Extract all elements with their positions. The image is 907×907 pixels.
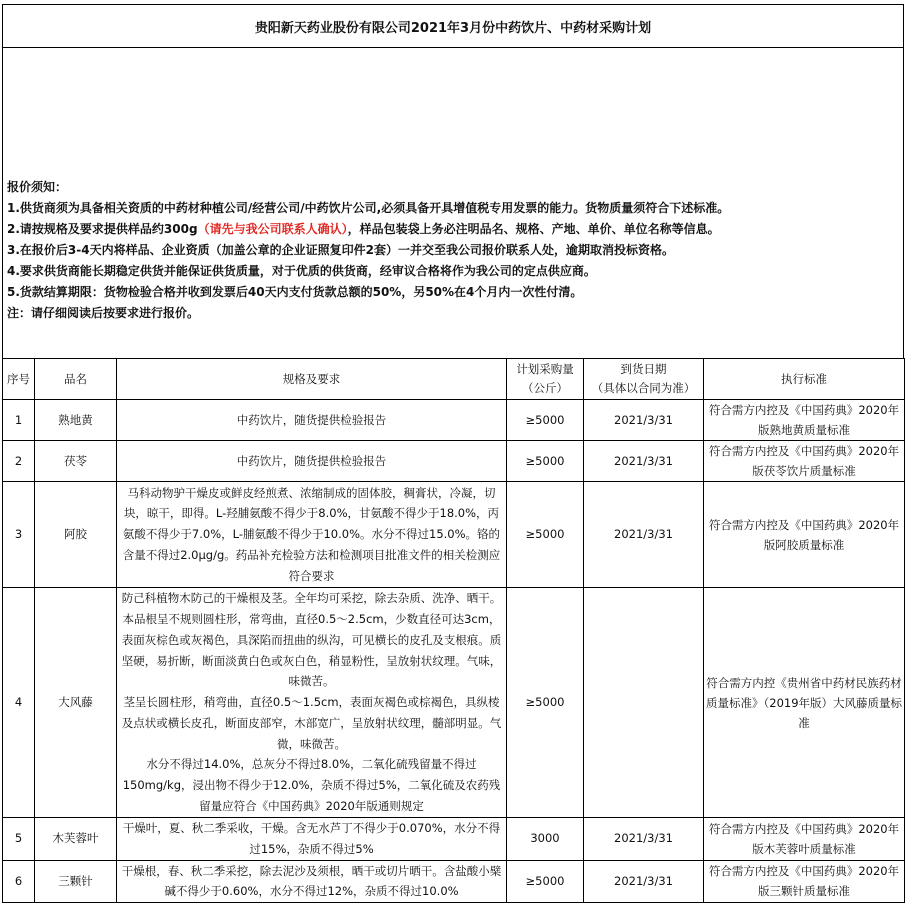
cell-name[interactable]: 大风藤	[35, 588, 117, 818]
header-no[interactable]: 序号	[3, 359, 35, 400]
notice-item-1: 1.供货商须为具备相关资质的中药材种植公司/经营公司/中药饮片公司,必须具备开具增值税专用发票的能力。货物质量须符合下述标准。	[7, 201, 730, 215]
header-quantity[interactable]: 计划采购量 （公斤）	[507, 359, 584, 400]
cell-no[interactable]: 1	[3, 400, 35, 441]
notice-heading: 报价须知：	[7, 180, 68, 194]
table-row	[3, 818, 905, 861]
cell-quantity[interactable]: ≥5000	[507, 400, 584, 441]
notice-item-2	[7, 219, 902, 240]
notice-item-2-suffix: ，样品包装袋上务必注明品名、规格、产地、单价、单位名称等信息。	[347, 222, 720, 236]
cell-spec[interactable]	[117, 588, 507, 818]
notice-cell[interactable]	[2, 47, 904, 359]
table-row	[3, 482, 905, 588]
cell-no[interactable]: 6	[3, 860, 35, 903]
cell-name[interactable]: 阿胶	[35, 482, 117, 588]
cell-quantity[interactable]: ≥5000	[507, 441, 584, 482]
table-row	[3, 441, 905, 482]
cell-name[interactable]: 熟地黄	[35, 400, 117, 441]
table-row	[3, 860, 905, 903]
cell-date[interactable]: 2021/3/31	[584, 818, 704, 861]
cell-quantity[interactable]: ≥5000	[507, 588, 584, 818]
cell-name[interactable]: 三颗针	[35, 860, 117, 903]
spec-paragraph: 茎呈长圆柱形，稍弯曲，直径0.5～1.5cm，表面灰褐色或棕褐色，具纵棱及点状或横长皮孔，断面皮部窄，木部宽广，呈放射状纹理，髓部明显。气微，味微苦。	[121, 695, 502, 751]
cell-no[interactable]: 3	[3, 482, 35, 588]
spec-paragraph: 水分不得过14.0%，总灰分不得过8.0%，二氧化硫残留量不得过150mg/kg，浸出物不得少于12.0%，杂质不得过5%，二氧化硫及农药残留量应符合《中国药典》2020年版通则规定	[122, 757, 501, 814]
cell-spec[interactable]: 马科动物驴干燥皮或鲜皮经煎煮、浓缩制成的固体胶，稠膏状，冷凝，切块，晾干，即得。L-羟脯氨酸不得少于8.0%，甘氨酸不得少于18.0%，丙氨酸不得少于7.0%，L-脯氨酸不得少于10.0%。水分不得过15.0%。铬的含量不得过2.0μg/g。药品补充检验方法和检测项目批准文件的相关检测应符合要求	[117, 482, 507, 588]
header-delivery-date[interactable]: 到货日期 （具体以合同为准）	[584, 359, 704, 400]
document-title: 贵阳新天药业股份有限公司2021年3月份中药饮片、中药材采购计划	[254, 20, 652, 36]
cell-spec[interactable]: 中药饮片，随货提供检验报告	[117, 400, 507, 441]
cell-name[interactable]: 木芙蓉叶	[35, 818, 117, 861]
cell-standard[interactable]: 符合需方内控及《中国药典》2020年版茯苓饮片质量标准	[704, 441, 905, 482]
quotation-notice	[7, 177, 902, 324]
table-row	[3, 588, 905, 818]
cell-no[interactable]: 4	[3, 588, 35, 818]
notice-item-4: 4.要求供货商能长期稳定供货并能保证供货质量，对于优质的供货商，经审议合格将作为我公司的定点供应商。	[7, 264, 596, 278]
header-name[interactable]: 品名	[35, 359, 117, 400]
notice-note: 注：请仔细阅读后按要求进行报价。	[7, 306, 200, 320]
cell-spec[interactable]: 中药饮片，随货提供检验报告	[117, 441, 507, 482]
header-spec[interactable]: 规格及要求	[117, 359, 507, 400]
header-standard[interactable]: 执行标准	[704, 359, 905, 400]
procurement-table	[2, 358, 905, 903]
cell-no[interactable]: 2	[3, 441, 35, 482]
cell-spec[interactable]: 干燥叶，夏、秋二季采收，干燥。含无水芦丁不得少于0.070%，水分不得过15%，杂质不得过5%	[117, 818, 507, 861]
notice-item-5: 5.货款结算期限：货物检验合格并收到发票后40天内支付货款总额的50%，另50%在4个月内一次性付清。	[7, 285, 583, 299]
spec-paragraph: 防己科植物木防己的干燥根及茎。全年均可采挖，除去杂质、洗净、晒干。本品根呈不规则圆柱形，常弯曲，直径0.5～2.5cm，少数直径可达3cm，表面灰棕色或灰褐色，具深陷而扭曲的纵沟，可见横长的皮孔及支根痕。质坚硬，易折断，断面淡黄白色或灰白色，稍显粉性，呈放射状纹理。气味，味微苦。	[121, 591, 502, 689]
cell-quantity[interactable]: ≥5000	[507, 482, 584, 588]
cell-standard[interactable]: 符合需方内控及《中国药典》2020年版三颗针质量标准	[704, 860, 905, 903]
cell-name[interactable]: 茯苓	[35, 441, 117, 482]
cell-date[interactable]	[584, 588, 704, 818]
cell-spec[interactable]: 干燥根，春、秋二季采挖，除去泥沙及须根，晒干或切片晒干。含盐酸小檗碱不得少于0.60%，水分不得过12%，杂质不得过10.0%	[117, 860, 507, 903]
cell-quantity[interactable]: 3000	[507, 818, 584, 861]
table-header-row	[3, 359, 905, 400]
cell-standard[interactable]: 符合需方内控及《中国药典》2020年版熟地黄质量标准	[704, 400, 905, 441]
notice-item-2-prefix: 2.请按规格及要求提供样品约300g	[7, 222, 198, 236]
notice-item-3: 3.在报价后3-4天内将样品、企业资质（加盖公章的企业证照复印件2套）一并交至我公司报价联系人处，逾期取消投标资格。	[7, 243, 674, 257]
cell-date[interactable]: 2021/3/31	[584, 482, 704, 588]
cell-date[interactable]: 2021/3/31	[584, 441, 704, 482]
cell-no[interactable]: 5	[3, 818, 35, 861]
cell-standard[interactable]: 符合需方内控及《中国药典》2020年版阿胶质量标准	[704, 482, 905, 588]
cell-quantity[interactable]: ≥5000	[507, 860, 584, 903]
cell-standard[interactable]: 符合需方内控及《中国药典》2020年版木芙蓉叶质量标准	[704, 818, 905, 861]
cell-date[interactable]: 2021/3/31	[584, 400, 704, 441]
cell-standard[interactable]: 符合需方内控《贵州省中药材民族药材质量标准》（2019年版）大风藤质量标准	[704, 588, 905, 818]
notice-item-2-highlight: （请先与我公司联系人确认）	[197, 222, 348, 236]
cell-date[interactable]: 2021/3/31	[584, 860, 704, 903]
document-title-cell[interactable]	[2, 4, 904, 48]
table-row	[3, 400, 905, 441]
